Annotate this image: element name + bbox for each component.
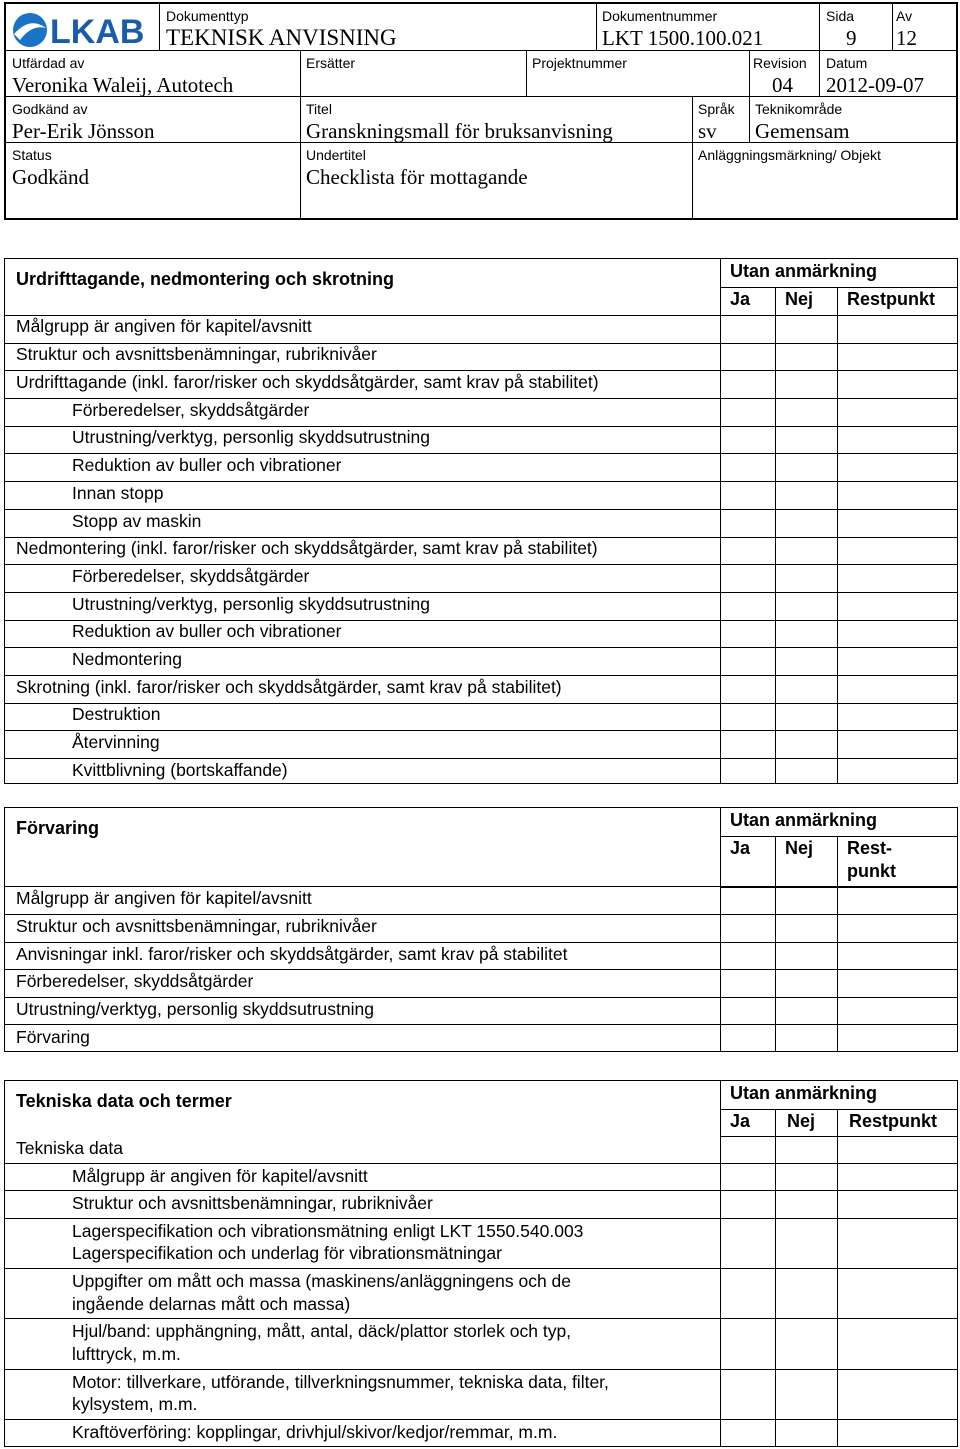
list-item: Struktur och avsnittsbenämningar, rubriknivåer [72,1193,433,1213]
document-header [4,2,958,220]
doc-type-label: Dokumenttyp [166,8,249,24]
list-item: Återvinning [72,732,160,752]
checklist-section-decommissioning [4,258,958,784]
doc-number-value: LKT 1500.100.021 [602,26,764,50]
list-item: Lagerspecifikation och vibrationsmätning enligt LKT 1550.540.003 [72,1221,584,1241]
tech-area-value: Gemensam [755,119,850,143]
list-item: Skrotning (inkl. faror/risker och skyddsåtgärder, samt krav på stabilitet) [16,677,562,697]
subtitle-label: Undertitel [306,147,366,163]
issued-by-label: Utfärdad av [12,55,85,71]
col-no: Nej [785,838,814,858]
col-no: Nej [785,289,814,309]
col-yes: Ja [730,289,751,309]
list-item: Motor: tillverkare, utförande, tillverkningsnummer, tekniska data, filter, [72,1372,609,1392]
list-item: Förberedelser, skyddsåtgärder [72,566,310,586]
list-item: ingående delarnas mått och massa) [72,1294,351,1314]
list-item: Utrustning/verktyg, personlig skyddsutrustning [16,999,374,1019]
list-item: Förberedelser, skyddsåtgärder [72,400,310,420]
status-label: Status [12,147,52,163]
list-item: Struktur och avsnittsbenämningar, rubriknivåer [16,344,377,364]
list-item: Stopp av maskin [72,511,202,531]
tech-area-label: Teknikområde [755,101,843,117]
page-label: Sida [826,8,855,24]
col-remaining-item-1: Rest- [847,838,893,858]
date-value: 2012-09-07 [826,73,924,97]
list-item: Lagerspecifikation och underlag för vibrationsmätningar [72,1243,502,1263]
title-label: Titel [306,101,332,117]
replaces-label: Ersätter [306,55,356,71]
no-remark-header: Utan anmärkning [730,1083,878,1103]
col-remaining-item: Restpunkt [849,1111,938,1131]
issued-by-value: Veronika Waleij, Autotech [12,73,234,97]
title-value: Granskningsmall för bruksanvisning [306,119,613,143]
no-remark-header: Utan anmärkning [730,810,878,830]
list-item: Hjul/band: upphängning, mått, antal, däck/plattor storlek och typ, [72,1321,572,1341]
of-label: Av [896,8,913,24]
col-yes: Ja [730,1111,751,1131]
list-item: Reduktion av buller och vibrationer [72,621,342,641]
checklist-section-technical-data [4,1080,958,1447]
list-item: Förvaring [16,1027,90,1047]
no-remark-header: Utan anmärkning [730,261,878,281]
list-item: Urdrifttagande (inkl. faror/risker och skyddsåtgärder, samt krav på stabilitet) [16,372,599,392]
subtitle-value: Checklista för mottagande [306,165,528,189]
revision-label: Revision [753,55,807,71]
list-item: Nedmontering (inkl. faror/risker och skyddsåtgärder, samt krav på stabilitet) [16,538,598,558]
project-number-label: Projektnummer [532,55,627,71]
list-item: Kraftöverföring: kopplingar, drivhjul/skivor/kedjor/remmar, m.m. [72,1422,558,1442]
language-value: sv [698,119,717,143]
list-item: Målgrupp är angiven för kapitel/avsnitt [16,888,312,908]
list-item: Utrustning/verktyg, personlig skyddsutrustning [72,427,430,447]
col-yes: Ja [730,838,751,858]
col-remaining-item: Restpunkt [847,289,936,309]
page-value: 9 [846,26,857,50]
approved-by-label: Godkänd av [12,101,88,117]
doc-type-value: TEKNISK ANVISNING [166,25,397,50]
list-item: Reduktion av buller och vibrationer [72,455,342,475]
doc-number-label: Dokumentnummer [602,8,718,24]
list-item: Kvittblivning (bortskaffande) [72,760,288,780]
language-label: Språk [698,101,735,117]
col-remaining-item-2: punkt [847,861,896,881]
lkab-logo [12,10,162,50]
list-item: Struktur och avsnittsbenämningar, rubriknivåer [16,916,377,936]
list-item: Målgrupp är angiven för kapitel/avsnitt [16,316,312,336]
date-label: Datum [826,55,868,71]
of-value: 12 [896,26,917,50]
revision-value: 04 [772,73,793,97]
status-value: Godkänd [12,165,89,189]
list-item: Uppgifter om mått och massa (maskinens/anläggningens och de [72,1271,572,1291]
list-item: lufttryck, m.m. [72,1344,181,1364]
section-title: Förvaring [16,818,100,838]
list-item: Anvisningar inkl. faror/risker och skyddsåtgärder, samt krav på stabilitet [16,944,568,964]
logo-text: LKAB [50,13,145,50]
list-item: Tekniska data [16,1138,124,1158]
checklist-section-storage [4,807,958,1052]
list-item: Innan stopp [72,483,164,503]
list-item: Utrustning/verktyg, personlig skyddsutrustning [72,594,430,614]
list-item: Förberedelser, skyddsåtgärder [16,971,254,991]
plant-marking-label: Anläggningsmärkning/ Objekt [698,147,881,163]
section-title: Tekniska data och termer [16,1091,232,1111]
section-title: Urdrifttagande, nedmontering och skrotning [16,269,395,289]
list-item: Destruktion [72,704,161,724]
list-item: Målgrupp är angiven för kapitel/avsnitt [72,1166,368,1186]
list-item: kylsystem, m.m. [72,1394,198,1414]
col-no: Nej [787,1111,816,1131]
approved-by-value: Per-Erik Jönsson [12,119,155,143]
list-item: Nedmontering [72,649,182,669]
